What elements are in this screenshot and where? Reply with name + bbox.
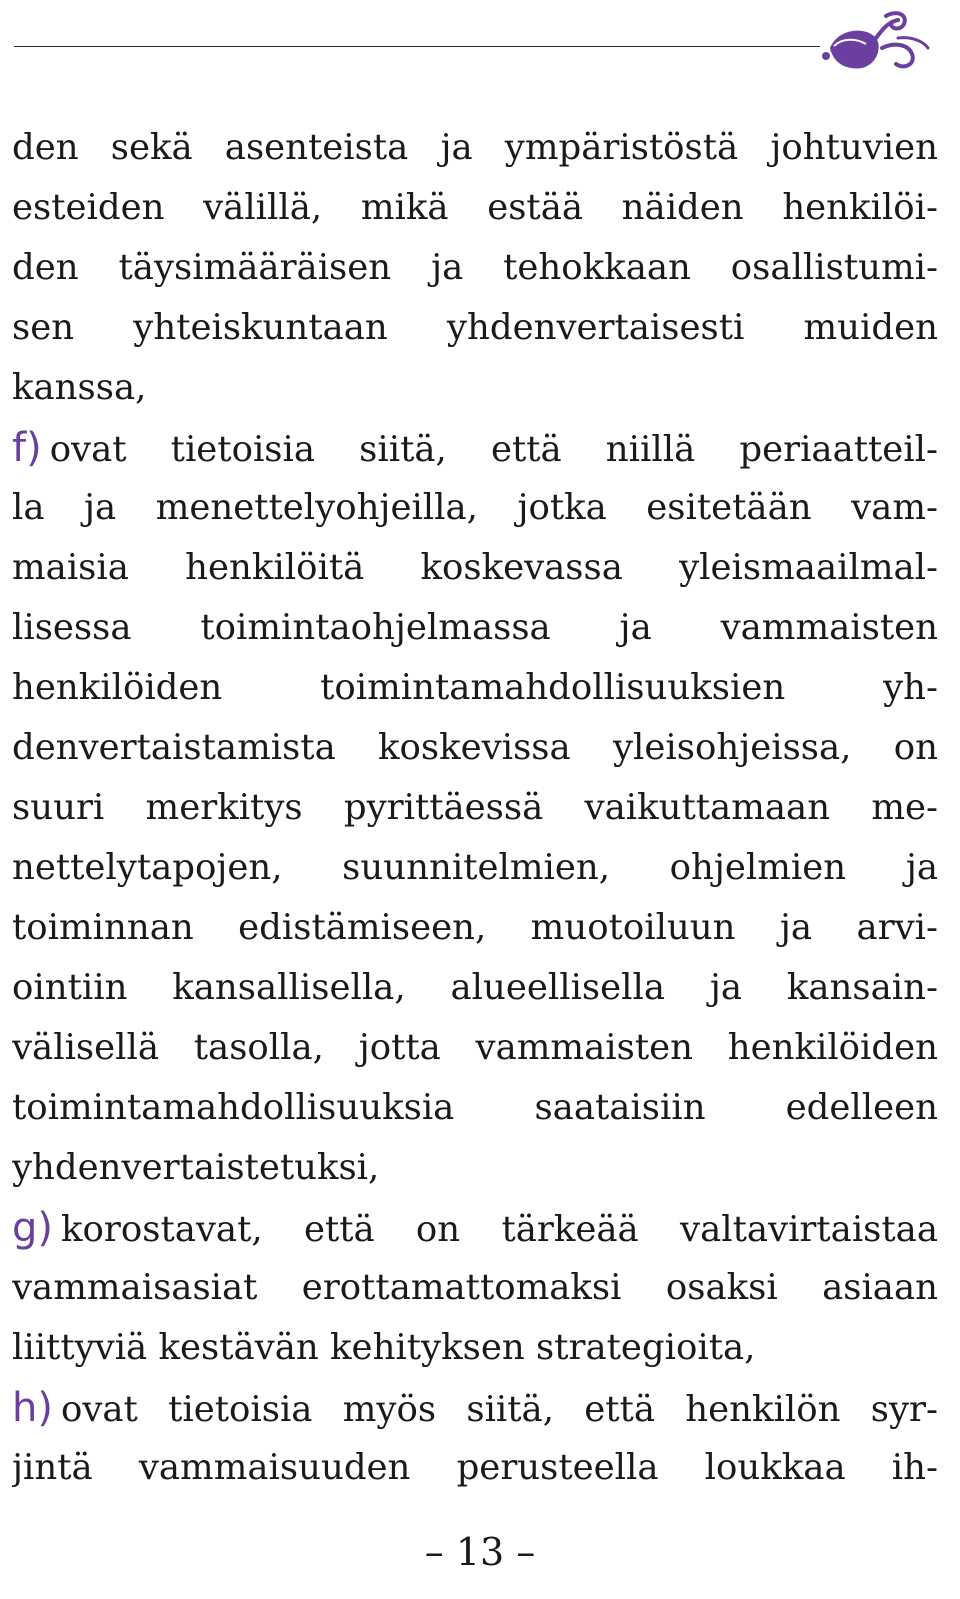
header-rule — [14, 46, 820, 47]
text-line: toiminnan edistämiseen, muotoiluun ja arvi- — [12, 907, 938, 948]
page-number: – 13 – — [424, 1530, 536, 1574]
text-line: esteiden välillä, mikä estää näiden henkilöi- — [12, 187, 938, 228]
list-marker: h) — [12, 1385, 53, 1431]
text-line: henkilöiden toimintamahdollisuuksien yh- — [12, 667, 938, 708]
text-line: vammaisasiat erottamattomaksi osaksi asiaan — [12, 1267, 938, 1308]
list-marker: f) — [12, 425, 42, 471]
text-line: liittyviä kestävän kehityksen strategioita, — [12, 1327, 756, 1368]
text-line: la ja menettelyohjeilla, jotka esitetään vam- — [12, 487, 938, 528]
text-line: sen yhteiskuntaan yhdenvertaisesti muiden — [12, 307, 938, 348]
text-line: välisellä tasolla, jotta vammaisten henkilöiden — [12, 1027, 938, 1068]
list-item-f — [12, 418, 938, 478]
list-marker: g) — [12, 1205, 53, 1251]
text-line: kanssa, — [12, 367, 147, 408]
text-line: jintä vammaisuuden perusteella loukkaa ih- — [12, 1447, 938, 1488]
text-line: korostavat, että on tärkeää valtavirtaistaa — [61, 1209, 938, 1250]
text-line: den täysimääräisen ja tehokkaan osallistumi- — [12, 247, 938, 288]
text-line: suuri merkitys pyrittäessä vaikuttamaan me- — [12, 787, 938, 828]
text-line: den sekä asenteista ja ympäristöstä johtuvien — [12, 127, 938, 168]
list-item-g — [12, 1198, 938, 1258]
list-item-h — [12, 1378, 938, 1438]
text-line: ovat tietoisia myös siitä, että henkilön syr- — [60, 1389, 938, 1430]
text-line: denvertaistamista koskevissa yleisohjeissa, on — [12, 727, 938, 768]
text-line: lisessa toimintaohjelmassa ja vammaisten — [12, 607, 938, 648]
text-line: nettelytapojen, suunnitelmien, ohjelmien ja — [12, 847, 938, 888]
purple-leaf-flourish-icon — [816, 8, 934, 74]
body-text — [12, 118, 938, 1498]
text-line: maisia henkilöitä koskevassa yleismaailmal- — [12, 547, 938, 588]
text-line: yhdenvertaistetuksi, — [12, 1147, 380, 1188]
text-line: ointiin kansallisella, alueellisella ja kansain- — [12, 967, 938, 1008]
text-line: toimintamahdollisuuksia saataisiin edelleen — [12, 1087, 938, 1128]
text-line: ovat tietoisia siitä, että niillä periaatteil- — [49, 429, 938, 470]
